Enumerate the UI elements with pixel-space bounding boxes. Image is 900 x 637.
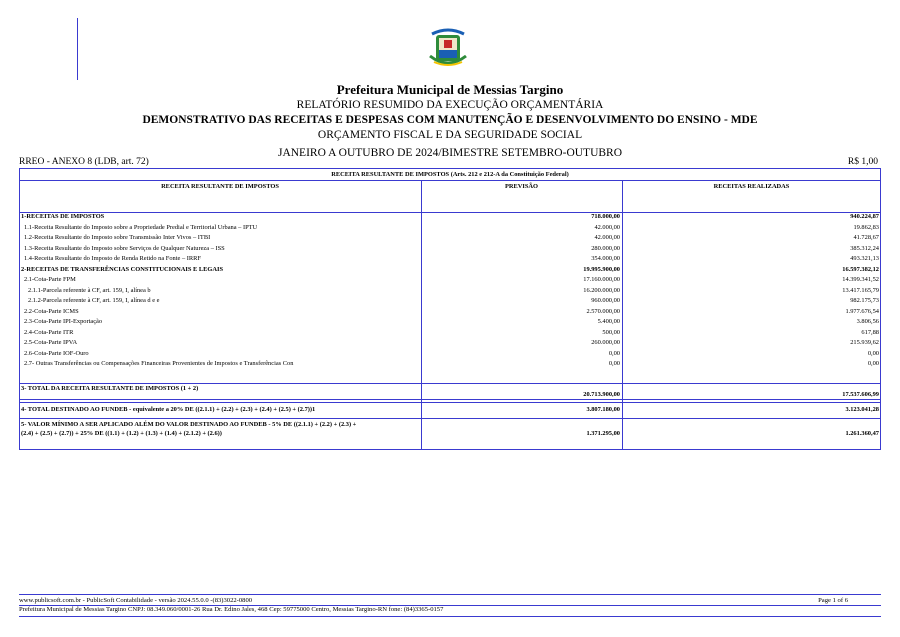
row-realized: 1.977.676,54	[845, 307, 879, 315]
period-title: JANEIRO A OUTUBRO DE 2024/BIMESTRE SETEMBRO-OUTUBRO	[277, 147, 623, 159]
row-realized: 3.806,56	[856, 318, 879, 325]
row-realized: 14.399.341,52	[842, 276, 879, 283]
row-label: 2.5-Cota-Parte IPVA	[24, 339, 78, 346]
row-realized: 16.597.382,12	[842, 265, 879, 273]
total-5-realized: 1.261.360,47	[845, 430, 879, 437]
table-row	[19, 244, 881, 255]
table-row	[19, 254, 881, 265]
table-row	[19, 233, 881, 244]
table-row	[19, 223, 881, 234]
table-body	[19, 212, 881, 370]
row-realized: 493.321,13	[850, 255, 879, 262]
report-title: RELATÓRIO RESUMIDO DA EXECUÇÃO ORÇAMENTÁRIA	[296, 99, 604, 111]
row-realized: 215.939,62	[850, 339, 879, 346]
row-label: 2.7- Outras Transferências ou Compensações Financeiras Provenientes de Impostos e Transferências Con	[24, 360, 294, 367]
column-header-realized: RECEITAS REALIZADAS	[713, 183, 790, 190]
footer-software: www.publicsoft.com.br - PublicSoft Contabilidade - versão 2024.55.0.0 -(83)3022-0800	[19, 597, 253, 604]
row-realized: 19.862,83	[853, 223, 879, 231]
table-bottom-border	[19, 449, 881, 450]
row-forecast: 354.000,00	[591, 255, 620, 262]
row-realized: 940.224,87	[850, 213, 879, 220]
row-forecast: 0,00	[608, 349, 620, 357]
row-label: 1.1-Receita Resultante do Imposto sobre a Propriedade Predial e Territorial Urbana – IPTU	[24, 223, 258, 231]
row-realized: 982.175,73	[850, 297, 879, 304]
row-label: 2.2-Cota-Parte ICMS	[24, 307, 79, 315]
column-header-revenue: RECEITA RESULTANTE DE IMPOSTOS	[161, 183, 279, 190]
table-row	[19, 286, 881, 297]
row-forecast: 260.000,00	[591, 339, 620, 346]
row-forecast: 280.000,00	[591, 244, 620, 252]
municipal-crest-icon	[426, 26, 470, 72]
total-3-forecast: 20.713.900,00	[583, 391, 620, 398]
footer-address: Prefeitura Municipal de Messias Targino CNPJ: 08.349.060/0001-26 Rua Dr. Edino Jales, 468 Cep: 59775000 Centro, Messias Targino-RN fone: (84)3365-0157	[19, 606, 444, 613]
row-label: 2.4-Cota-Parte ITR	[24, 328, 74, 336]
row-divider	[19, 402, 881, 403]
row-divider	[19, 383, 881, 384]
row-forecast: 2.570.000,00	[586, 307, 620, 315]
row-forecast: 5.400,00	[597, 318, 620, 325]
table-row	[19, 275, 881, 286]
table-row	[19, 307, 881, 318]
total-3-label: 3- TOTAL DA RECEITA RESULTANTE DE IMPOSTOS (1 + 2)	[21, 385, 199, 392]
table-row	[19, 349, 881, 360]
table-column-headers	[19, 181, 881, 213]
row-forecast: 19.995.900,00	[583, 265, 620, 273]
row-forecast: 16.200.000,00	[583, 286, 620, 294]
row-realized: 0,00	[867, 360, 879, 367]
footer-rule	[19, 594, 881, 595]
row-label: 2.1-Cota-Parte FPM	[24, 276, 76, 283]
table-row	[19, 265, 881, 276]
row-label: 2.1.1-Parcela referente à CF, art. 159, I, alínea b	[28, 286, 151, 294]
row-label: 2-RECEITAS DE TRANSFERÊNCIAS CONSTITUCIONAIS E LEGAIS	[21, 265, 224, 273]
footer-rule	[19, 616, 881, 617]
row-divider	[19, 399, 881, 400]
row-forecast: 0,00	[608, 360, 620, 367]
report-headers	[0, 82, 900, 161]
table-row	[19, 296, 881, 307]
row-label: 1.4-Receita Resultante do Imposto de Renda Retido na Fonte – IRRF	[24, 255, 201, 262]
total-3-realized: 17.537.606,99	[842, 391, 879, 398]
table-row	[19, 212, 881, 223]
annex-label: RREO - ANEXO 8 (LDB, art. 72)	[19, 157, 149, 167]
row-divider	[19, 418, 881, 419]
table-row	[19, 328, 881, 339]
column-header-forecast: PREVISÃO	[504, 183, 539, 190]
row-label: 1.3-Receita Resultante do Imposto sobre Serviços de Qualquer Natureza – ISS	[24, 244, 225, 252]
row-label: 1.2-Receita Resultante do Imposto sobre Transmissão Inter Vivos – ITBI	[24, 234, 211, 241]
row-forecast: 500,00	[602, 328, 620, 336]
municipality-title: Prefeitura Municipal de Messias Targino	[336, 82, 564, 97]
row-realized: 0,00	[867, 349, 879, 357]
margin-rule	[77, 18, 78, 80]
total-4-realized: 3.123.041,28	[845, 406, 879, 413]
row-forecast: 960.000,00	[591, 297, 620, 304]
total-4-label: 4- TOTAL DESTINADO AO FUNDEB - equivalente a 20% DE ((2.1.1) + (2.2) + (2.3) + (2.4) + (2.5) + (2.7))1	[21, 406, 316, 413]
table-row	[19, 338, 881, 349]
total-5-label-line1: 5- VALOR MÍNIMO A SER APLICADO ALÉM DO VALOR DESTINADO AO FUNDEB - 5% DE ((2.1.1) + (2.2) + (2.3) +	[21, 421, 357, 428]
budget-title: ORÇAMENTO FISCAL E DA SEGURIDADE SOCIAL	[317, 129, 583, 141]
table-row	[19, 317, 881, 328]
page-number: Page 1 of 6	[818, 597, 848, 604]
total-4-forecast: 3.807.180,00	[586, 406, 620, 413]
row-forecast: 718.000,00	[591, 213, 620, 220]
table-band-title: RECEITA RESULTANTE DE IMPOSTOS (Arts. 212 e 212-A da Constituição Federal)	[19, 168, 881, 181]
row-forecast: 42.000,00	[594, 234, 620, 241]
row-forecast: 42.000,00	[594, 223, 620, 231]
total-5-label-line2: (2.4) + (2.5) + (2.7)) + 25% DE ((1.1) + (1.2) + (1.3) + (1.4) + (2.1.2) + (2.6))	[21, 430, 222, 437]
table-row	[19, 359, 881, 370]
statement-title: DEMONSTRATIVO DAS RECEITAS E DESPESAS COM MANUTENÇÃO E DESENVOLVIMENTO DO ENSINO - MDE	[142, 114, 758, 126]
row-label: 1-RECEITAS DE IMPOSTOS	[21, 213, 105, 220]
row-realized: 385.312,24	[850, 244, 879, 252]
total-5-forecast: 1.371.295,00	[586, 430, 620, 437]
row-label: 2.3-Cota-Parte IPI-Exportação	[24, 318, 103, 325]
revenue-table	[19, 168, 881, 437]
row-realized: 41.728,67	[853, 234, 879, 241]
row-realized: 617,88	[861, 328, 879, 336]
currency-unit: R$ 1,00	[847, 157, 878, 167]
row-label: 2.6-Cota-Parte IOF-Ouro	[24, 349, 89, 357]
row-forecast: 17.160.000,00	[583, 276, 620, 283]
row-realized: 13.417.165,79	[842, 286, 879, 294]
row-label: 2.1.2-Parcela referente à CF, art. 159, I, alínea d e e	[28, 297, 160, 304]
